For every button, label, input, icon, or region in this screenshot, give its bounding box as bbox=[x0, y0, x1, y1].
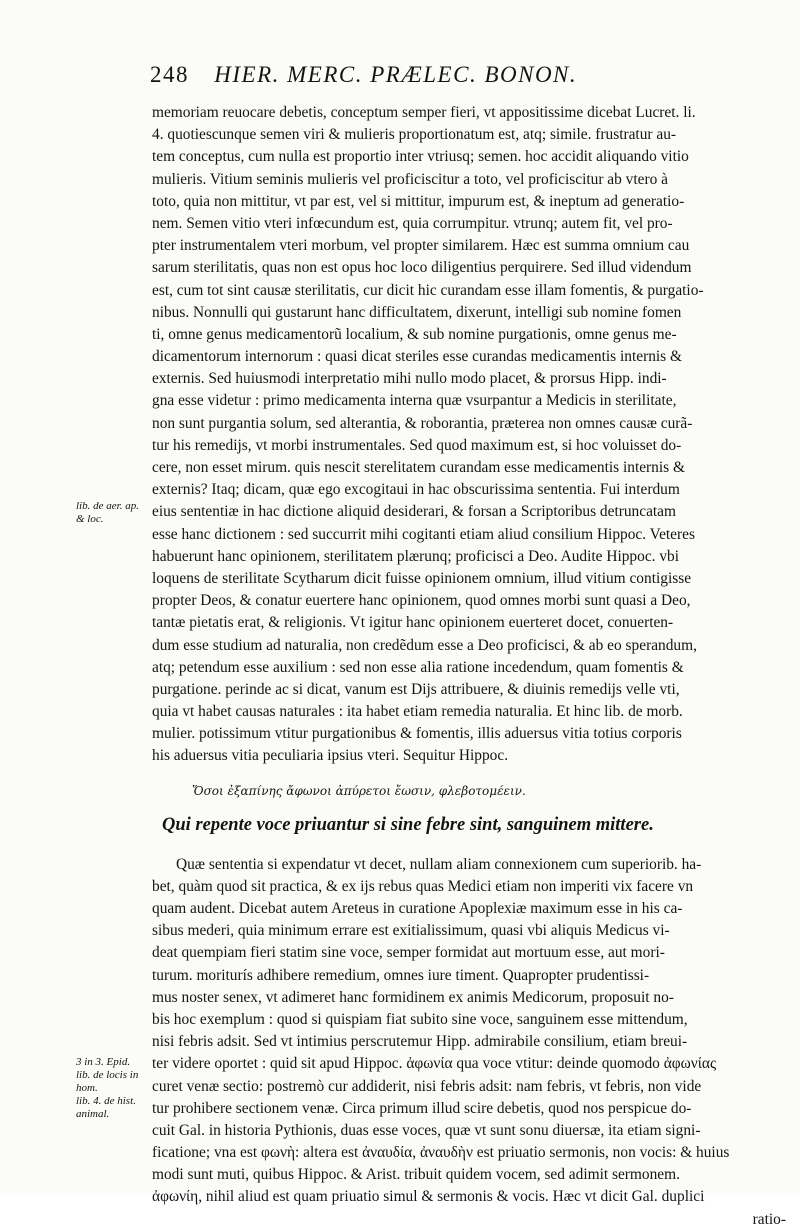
catchword: ratio- bbox=[752, 1210, 786, 1228]
text-line: toto, quia non mittitur, vt par est, vel si mittitur, impurum est, & ineptum ad generatio- bbox=[152, 192, 685, 210]
text-line: ἀφωνίη, nihil aliud est quam priuatio simul & sermonis & vocis. Hæc vt dicit Gal. duplici bbox=[152, 1188, 705, 1206]
text-line: bet, quàm quod sit practica, & ex ijs rebus quas Medici etiam non imperiti vix facere vn bbox=[152, 877, 694, 895]
text-line: non sunt purgantia solum, sed alterantia, & roborantia, præterea non omnes causæ curã- bbox=[152, 414, 693, 432]
text-line: memoriam reuocare debetis, conceptum semper fieri, vt appositissime dicebat Lucret. li. bbox=[152, 104, 696, 121]
text-line: purgatione. perinde ac si dicat, vanum est Dijs attribuere, & diuinis remedijs velle vti, bbox=[152, 680, 680, 698]
running-head bbox=[150, 62, 730, 88]
text-line: loquens de sterilitate Scytharum dicit fuisse opinionem omnium, illud vitium contigisse bbox=[152, 569, 692, 587]
text-line: habuerunt hanc opinionem, sterilitatem plærunq; proficisci a Deo. Audite Hippoc. vbi bbox=[152, 547, 680, 565]
margin-note-line: lib. de aer. ap. bbox=[76, 500, 139, 512]
text-line: sarum sterilitatis, quas non est opus hoc loco diligentius perquirere. Sed illud videndum bbox=[152, 259, 692, 277]
text-line: nibus. Nonnulli qui gustarunt hanc difficultatem, dixerunt, intelligi sub nomine fomen bbox=[152, 303, 682, 321]
text-line: turum. moriturís adhibere remedium, omnes iure timent. Quapropter prudentissi- bbox=[152, 966, 650, 984]
paragraph-2 bbox=[152, 854, 790, 1209]
text-line: curet venæ sectio: postremò cur addiderit, nisi febris adsit: nam febris, vt febris, non vide bbox=[152, 1077, 702, 1095]
text-line: pter instrumentalem vteri morbum, vel propter similarem. Hæc est summa omnium cau bbox=[152, 237, 690, 255]
text-line: dicamentorum internorum : quasi dicat steriles esse curandas medicamentis internis & bbox=[152, 348, 682, 366]
text-line: quia vt habet causas naturales : ita habet etiam remedia naturalia. Et hinc lib. de morb. bbox=[152, 703, 683, 721]
text-line: deat quempiam fieri statim sine voce, semper formidat aut mortuum esse, aut mori- bbox=[152, 944, 665, 962]
text-line: quam audent. Dicebat autem Areteus in curatione Apoplexiæ maximum esse in his ca- bbox=[152, 900, 683, 917]
text-line: dum esse studium ad naturalia, non credẽdum esse a Deo proficisci, & ab eo sperandum, bbox=[152, 636, 697, 654]
text-line: eius sententiæ in hac dictione aliquid desiderari, & forsan a Scriptoribus detruncatam bbox=[152, 503, 676, 521]
aphorism-heading: Qui repente voce priuantur si sine febre sint, sanguinem mittere. bbox=[162, 814, 654, 835]
greek-aphorism: Ὅσοι ἐξαπίνης ἄφωνοι ἀπύρετοι ἔωσιν, φλεβοτομέειν. bbox=[192, 783, 526, 798]
text-line: gna esse videtur : primo medicamenta interna quæ vsurpantur a Medicis in sterilitate, bbox=[152, 392, 677, 410]
text-line: tur his remedijs, vt morbi instrumentales. Sed quod maximum est, si hoc voluisset do- bbox=[152, 436, 682, 454]
page-title: HIER. MERC. PRÆLEC. BONON. bbox=[214, 62, 578, 87]
text-line: Quæ sententia si expendatur vt decet, nullam aliam connexionem cum superiorib. ha- bbox=[176, 855, 702, 873]
text-line: mulier. potissimum vtitur purgationibus & fomentis, illis aduersus vitia totius corporis bbox=[152, 725, 682, 743]
text-line: atq; petendum esse auxilium : sed non esse alia ratione incedendum, quam fomentis & bbox=[152, 658, 684, 676]
text-line: tantæ pietatis erat, & religionis. Vt igitur hanc opinionem euerteret docet, conuerten- bbox=[152, 614, 674, 632]
text-line: ficatione; vna est φωνὴ: altera est ἀναυδία, ἀναυδὴν est priuatio sermonis, non vocis: & huius bbox=[152, 1144, 730, 1162]
text-line: 4. quotiescunque semen viri & mulieris proportionatum est, atq; simile. frustratur au- bbox=[152, 126, 677, 144]
text-line: externis. Sed huiusmodi interpretatio mihi nullo modo placet, & prorsus Hipp. indi- bbox=[152, 370, 667, 388]
text-line: tur prohibere sectionem venæ. Circa primum illud scire debetis, quod nos perspicue do- bbox=[152, 1099, 692, 1117]
text-line: modi sunt muti, quibus Hippoc. & Arist. tribuit quidem vocem, sed adimit sermonem. bbox=[152, 1166, 680, 1184]
margin-note-line: lib. de locis in bbox=[76, 1069, 139, 1081]
text-line: ti, omne genus medicamentorũ localium, & sub nomine purgationis, omne genus me- bbox=[152, 325, 677, 343]
text-line: propter Deos, & conatur euertere hanc opinionem, quod omnes morbi sunt quasi a Deo, bbox=[152, 592, 691, 610]
margin-note-2 bbox=[76, 1056, 150, 1121]
text-line: bis hoc exemplum : quod si quispiam fiat subito sine voce, sanguinem esse mittendum, bbox=[152, 1010, 688, 1028]
text-line: tem conceptus, cum nulla est proportio inter vtriusq; semen. hoc accidit aliquando vitio bbox=[152, 148, 689, 166]
text-line: nem. Semen vitio vteri infœcundum est, quia corrumpitur. vtrunq; autem fit, vel pro- bbox=[152, 214, 673, 232]
text-line: nisi febris adsit. Sed vt intimius perscrutemur Hipp. admirabile consilium, etiam breui- bbox=[152, 1033, 688, 1051]
paragraph-1 bbox=[152, 102, 790, 768]
margin-note-line: hom. bbox=[76, 1082, 98, 1094]
body-text bbox=[152, 102, 790, 1231]
text-line: externis? Itaq; dicam, quæ ego excogitaui in hac obscurissima sententia. Fui interdum bbox=[152, 481, 680, 499]
margin-note-1 bbox=[76, 500, 150, 526]
text-line: est, cum tot sint causæ sterilitatis, cur dicit hic curandam esse illam fomentis, & purgatio- bbox=[152, 281, 704, 299]
text-line: mulieris. Vitium seminis mulieris vel proficiscitur a toto, vel proficiscitur ab vtero à bbox=[152, 170, 668, 188]
text-line: esse hanc dictionem : sed succurrit mihi cogitanti etiam aliud consilium Hippoc. Veteres bbox=[152, 525, 695, 543]
text-line: cere, non esset mirum. quis nescit sterelitatem curandam esse medicamentis internis & bbox=[152, 459, 685, 476]
margin-note-line: 3 in 3. Epid. bbox=[76, 1056, 131, 1068]
margin-note-line: animal. bbox=[76, 1108, 110, 1120]
page-number: 248 bbox=[150, 62, 189, 87]
text-line: ter videre oportet : quid sit apud Hippoc. ἀφωνία qua voce vtitur: deinde quomodo ἀφωνίας bbox=[152, 1055, 717, 1073]
text-line: sibus mederi, quia minimum errare est exitialissimum, quasi vbi aliquis Medicus vi- bbox=[152, 922, 670, 940]
margin-note-line: & loc. bbox=[76, 513, 104, 525]
text-line: cuit Gal. in historia Pythionis, duas esse voces, quæ vt sunt sonu diuersæ, ita etiam signi- bbox=[152, 1121, 701, 1139]
text-line: mus noster senex, vt adimeret hanc formidinem ex animis Medicorum, proposuit no- bbox=[152, 988, 674, 1006]
margin-note-line: lib. 4. de hist. bbox=[76, 1095, 136, 1107]
text-line: his aduersus vitia peculiaria ipsius vteri. Sequitur Hippoc. bbox=[152, 747, 509, 765]
